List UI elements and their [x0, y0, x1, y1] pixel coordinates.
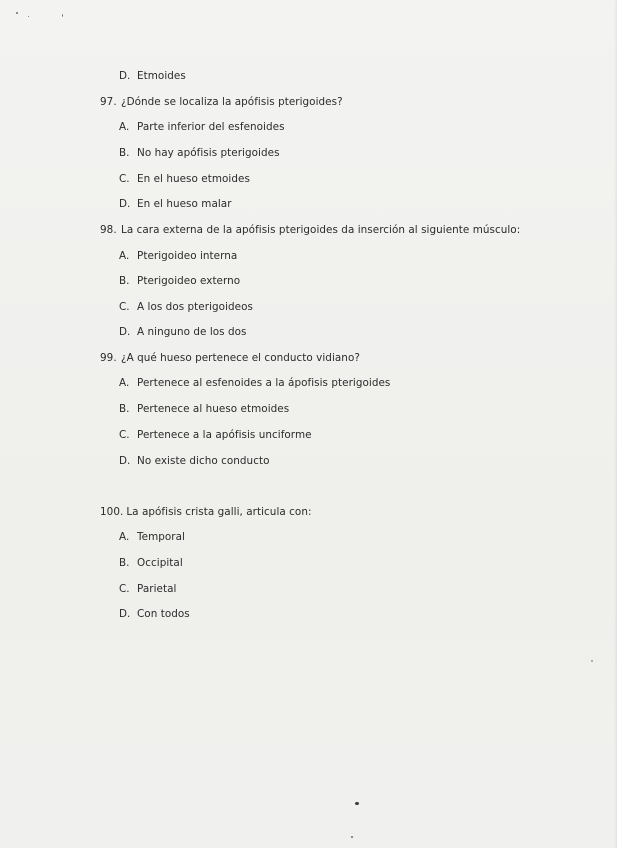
option-letter: C.: [119, 173, 130, 185]
option-letter: D.: [119, 326, 131, 338]
question-text: La cara externa de la apófisis pterigoides da inserción al siguiente músculo:: [121, 224, 521, 236]
option-text: Con todos: [137, 608, 190, 620]
option-98-b: [119, 275, 240, 288]
option-letter: C.: [119, 583, 130, 595]
option-letter: B.: [119, 403, 130, 415]
option-letter: B.: [119, 275, 130, 287]
option-text: No existe dicho conducto: [137, 455, 270, 467]
scan-speck: [16, 12, 18, 14]
option-letter: D.: [119, 455, 131, 467]
option-97-b: [119, 147, 280, 160]
option-98-a: [119, 250, 237, 263]
option-99-c: [119, 429, 312, 442]
option-96-d: [119, 70, 186, 83]
question-number: 98.: [100, 224, 117, 236]
option-99-a: [119, 377, 390, 390]
option-letter: C.: [119, 429, 130, 441]
question-text: ¿A qué hueso pertenece el conducto vidiano?: [121, 352, 360, 364]
option-99-b: [119, 403, 289, 416]
option-100-c: [119, 583, 176, 596]
question-number: 100.: [100, 506, 124, 518]
option-text: Temporal: [137, 531, 185, 543]
scan-speck: [28, 16, 29, 17]
option-letter: A.: [119, 377, 130, 389]
option-99-d: [119, 455, 269, 468]
option-text: No hay apófisis pterigoides: [137, 147, 280, 159]
question-98: [100, 224, 520, 237]
scan-speck: [62, 14, 63, 17]
scan-speck: [355, 802, 359, 805]
question-number: 97.: [100, 96, 117, 108]
question-97: [100, 96, 343, 109]
option-letter: D.: [119, 608, 131, 620]
option-97-d: [119, 198, 232, 211]
option-text: Parte inferior del esfenoides: [137, 121, 285, 133]
option-100-a: [119, 531, 185, 544]
question-text: ¿Dónde se localiza la apófisis pterigoides?: [121, 96, 343, 108]
option-letter: C.: [119, 301, 130, 313]
option-letter: A.: [119, 531, 130, 543]
option-text: Pertenece al esfenoides a la ápofisis pterigoides: [137, 377, 391, 389]
option-97-c: [119, 173, 250, 186]
question-99: [100, 352, 360, 365]
option-text: Pertenece al hueso etmoides: [137, 403, 290, 415]
option-98-d: [119, 326, 247, 339]
question-text: La apófisis crista galli, articula con:: [126, 506, 312, 518]
option-97-a: [119, 121, 285, 134]
question-number: 99.: [100, 352, 117, 364]
option-text: En el hueso etmoides: [137, 173, 250, 185]
option-text: A ninguno de los dos: [137, 326, 247, 338]
option-98-c: [119, 301, 253, 314]
option-letter: B.: [119, 147, 130, 159]
scan-speck: [351, 836, 353, 838]
option-text: Occipital: [137, 557, 183, 569]
option-letter: A.: [119, 121, 130, 133]
option-text: En el hueso malar: [137, 198, 232, 210]
question-100: [100, 506, 312, 519]
option-100-d: [119, 608, 190, 621]
option-text: Etmoides: [137, 70, 186, 82]
option-letter: D.: [119, 198, 131, 210]
option-text: Pterigoideo externo: [137, 275, 241, 287]
option-text: Parietal: [137, 583, 177, 595]
option-100-b: [119, 557, 183, 570]
scan-speck: [591, 660, 593, 662]
option-text: Pterigoideo interna: [137, 250, 238, 262]
option-letter: D.: [119, 70, 131, 82]
option-letter: A.: [119, 250, 130, 262]
option-letter: B.: [119, 557, 130, 569]
option-text: Pertenece a la apófisis unciforme: [137, 429, 312, 441]
option-text: A los dos pterigoideos: [137, 301, 253, 313]
